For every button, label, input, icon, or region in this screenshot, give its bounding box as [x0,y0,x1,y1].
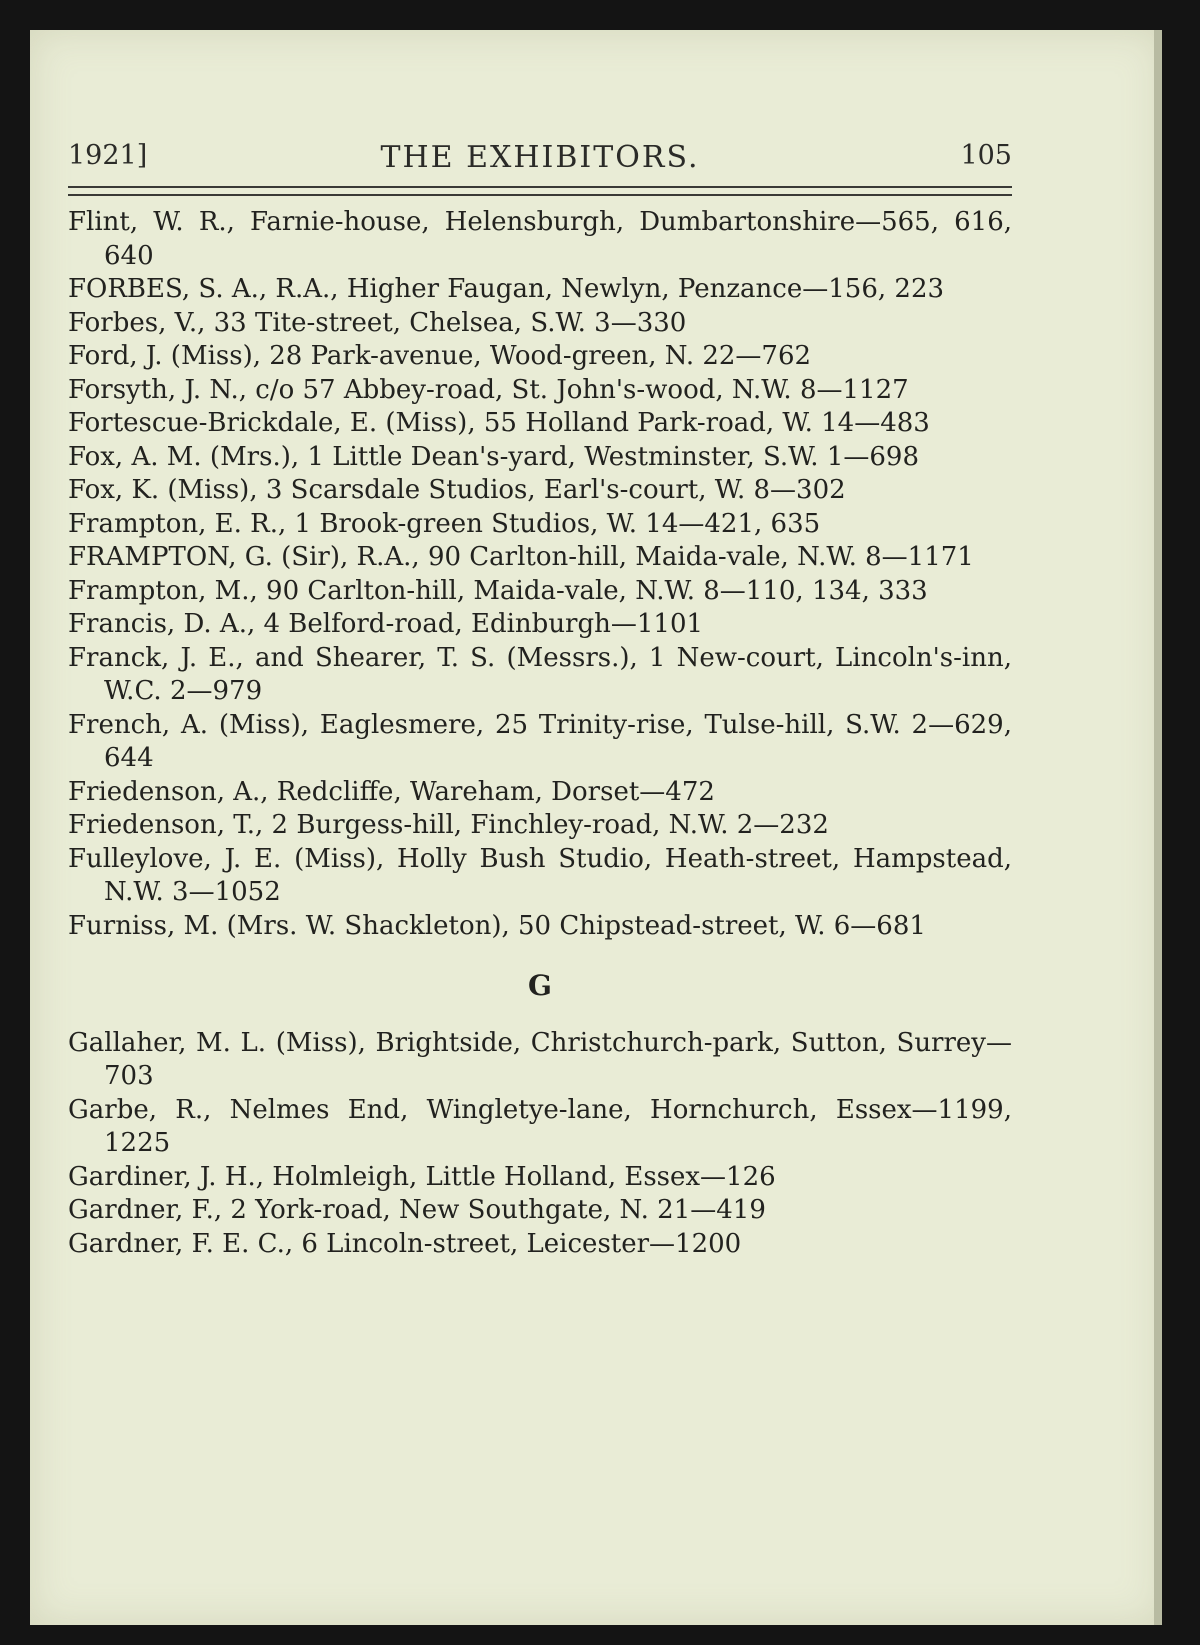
list-item: Forsyth, J. N., c/o 57 Abbey-road, St. John's-wood, N.W. 8—1127 [68,374,909,405]
list-item: Friedenson, T., 2 Burgess-hill, Finchley-road, N.W. 2—232 [68,810,829,840]
list-item: Friedenson, A., Redcliffe, Wareham, Dorset—472 [68,776,715,807]
list-item: Gardiner, J. H., Holmleigh, Little Holland, Essex—126 [68,1161,776,1192]
list-item: Frampton, E. R., 1 Brook-green Studios, W. 14—421, 635 [68,508,821,539]
list-item: Fortescue-Brickdale, E. (Miss), 55 Holland Park-road, W. 14—483 [68,408,930,438]
list-item: Fox, A. M. (Mrs.), 1 Little Dean's-yard, Westminster, S.W. 1—698 [68,441,919,472]
header-title: THE EXHIBITORS. [380,140,700,175]
list-item: Francis, D. A., 4 Belford-road, Edinburgh—1101 [68,609,704,639]
list-item: Franck, J. E., and Shearer, T. S. (Messrs.), 1 New-court, Lincoln's-inn, W.C. 2—979 [68,642,1012,706]
exhibitor-list [68,206,1012,1261]
list-item: Gardner, F., 2 York-road, New Southgate, N. 21—419 [68,1195,766,1225]
list-item: Furniss, M. (Mrs. W. Shackleton), 50 Chipstead-street, W. 6—681 [68,910,926,941]
list-item: Flint, W. R., Farnie-house, Helensburgh, Dumbartonshire—565, 616, 640 [68,207,1012,271]
list-item: Frampton, M., 90 Carlton-hill, Maida-vale, N.W. 8—110, 134, 333 [68,575,928,606]
header-rule-top [68,186,1012,188]
list-item: Fulleylove, J. E. (Miss), Holly Bush Studio, Heath-street, Hampstead, N.W. 3—1052 [68,843,1012,907]
list-item: Forbes, V., 33 Tite-street, Chelsea, S.W. 3—330 [68,307,687,338]
list-item: Garbe, R., Nelmes End, Wingletye-lane, Hornchurch, Essex—1199, 1225 [68,1094,1012,1158]
running-header [68,140,1012,190]
page-number: 105 [960,140,1012,171]
book-page [30,30,1162,1625]
section-heading-g: G [528,969,552,1002]
header-rule-bottom [68,194,1012,196]
list-item: Gardner, F. E. C., 6 Lincoln-street, Leicester—1200 [68,1228,742,1259]
list-item: FRAMPTON, G. (Sir), R.A., 90 Carlton-hill, Maida-vale, N.W. 8—1171 [68,542,974,572]
page-edge [1154,30,1162,1625]
list-item: Fox, K. (Miss), 3 Scarsdale Studios, Earl's-court, W. 8—302 [68,475,846,505]
list-item: Ford, J. (Miss), 28 Park-avenue, Wood-green, N. 22—762 [68,341,812,371]
header-year: 1921] [68,140,148,171]
list-item: French, A. (Miss), Eaglesmere, 25 Trinity-rise, Tulse-hill, S.W. 2—629, 644 [68,709,1012,773]
list-item: FORBES, S. A., R.A., Higher Faugan, Newlyn, Penzance—156, 223 [68,274,945,304]
list-item: Gallaher, M. L. (Miss), Brightside, Christchurch-park, Sutton, Surrey—703 [68,1027,1012,1091]
